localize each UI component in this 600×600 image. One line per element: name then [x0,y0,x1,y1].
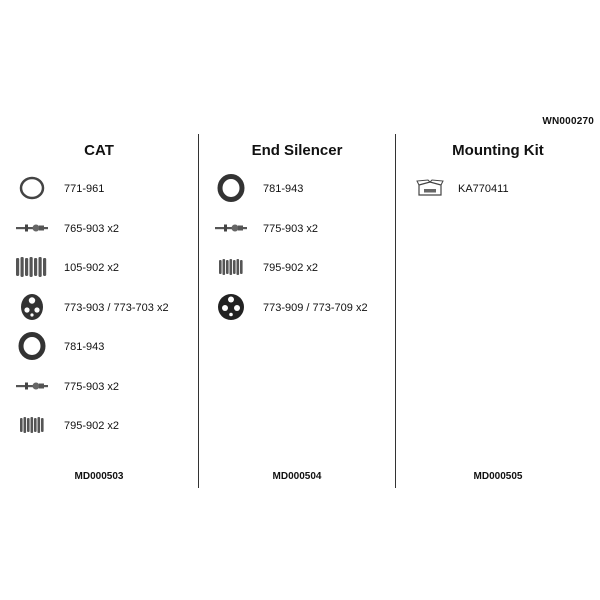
kit-code: MD000504 [272,471,322,482]
list-item [0,409,198,449]
spring-icon [14,409,50,441]
bolt-icon [14,212,50,244]
thick-ring-icon [213,172,249,204]
reference-number: WN000270 [542,116,594,127]
kit-code: MD000503 [74,471,124,482]
part-number: 771-961 [64,183,105,195]
part-number: 781-943 [64,341,105,353]
part-number: 781-943 [263,183,304,195]
column-mounting-kit [396,134,600,488]
column-title: End Silencer [251,142,343,159]
spring-icon [14,251,50,283]
list-item [0,291,198,331]
part-number: 105-902 x2 [64,262,120,274]
column-title: Mounting Kit [452,142,544,159]
list-item [0,251,198,291]
parts-list [396,172,600,212]
list-item [199,172,395,212]
list-item [0,212,198,252]
part-number: 775-903 x2 [263,222,319,235]
parts-list [0,172,198,449]
list-item [199,251,395,291]
part-number: 775-903 x2 [64,380,120,393]
column-end-silencer [199,134,395,488]
rubber-hanger-icon [213,291,249,323]
spring-icon [213,251,249,283]
o-ring-icon [14,172,50,204]
bolt-icon [14,370,50,402]
list-item [396,172,600,212]
part-number: 795-902 x2 [64,420,120,432]
bolt-icon [213,212,249,244]
list-item [0,370,198,410]
parts-list [199,172,395,330]
rubber-hanger-icon [14,291,50,323]
list-item [0,330,198,370]
list-item [199,212,395,252]
list-item [0,172,198,212]
part-number: KA770411 [458,183,509,195]
part-number: 795-902 x2 [263,262,319,274]
part-number: 765-903 x2 [64,222,120,235]
list-item [199,291,395,331]
column-cat [0,134,198,488]
kit-box-icon [412,172,448,204]
thick-ring-icon [14,330,50,362]
part-number: 773-909 / 773-709 x2 [263,301,368,314]
kit-code: MD000505 [473,471,523,482]
part-number: 773-903 / 773-703 x2 [64,301,169,314]
column-title: CAT [84,142,114,159]
